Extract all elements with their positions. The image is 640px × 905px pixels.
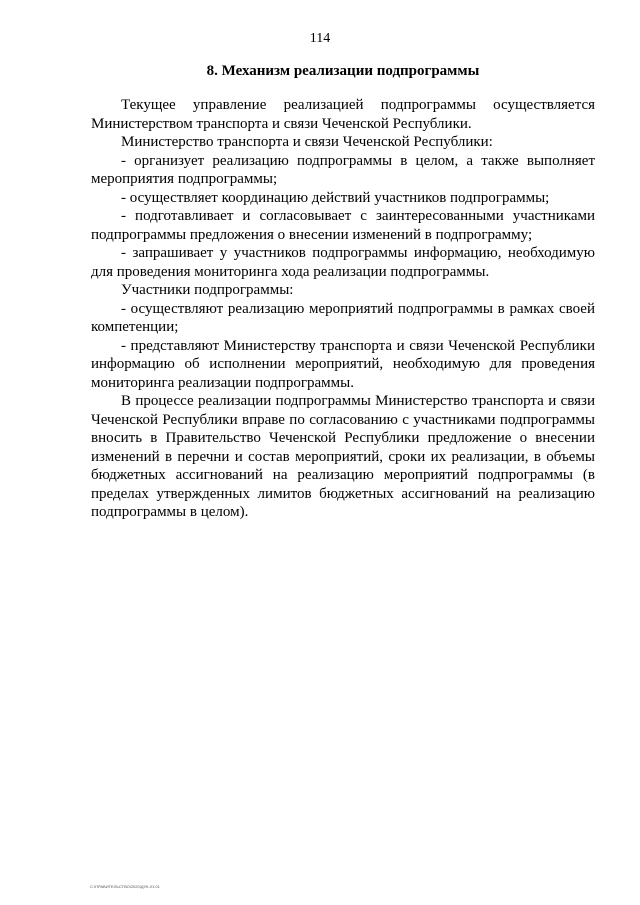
- paragraph: - представляют Министерству транспорта и связи Чеченской Республики информацию об исполнении мероприятий, необходимую для проведения мониторинга реализации подпрограммы.: [91, 337, 595, 391]
- paragraph: - подготавливает и согласовывает с заинтересованными участниками подпрограммы предложения о внесении изменений в подпрограмму;: [91, 208, 595, 243]
- paragraph: Текущее управление реализацией подпрограммы осуществляется Министерством транспорта и связи Чеченской Республики.: [91, 97, 595, 132]
- paragraph: - осуществляет координацию действий участников подпрограммы;: [121, 189, 550, 206]
- page-number: 114: [309, 31, 331, 46]
- paragraph: - организует реализацию подпрограммы в целом, а также выполняет мероприятия подпрограммы;: [91, 152, 595, 187]
- paragraph: - осуществляют реализацию мероприятий подпрограммы в рамках своей компетенции;: [91, 300, 595, 335]
- body-text: [91, 96, 595, 522]
- paragraph: В процессе реализации подпрограммы Министерство транспорта и связи Чеченской Республики вправе по согласованию с участниками подпрограммы вносить в Правительство Чеченской Республики предложение о внесении изменений в перечни и состав мероприятий, сроки их реализации, в объемы бюджетных ассигнований на реализацию мероприятий подпрограммы (в пределах утвержденных лимитов бюджетных ассигнований на реализацию подпрограммы в целом).: [91, 393, 595, 520]
- paragraph: Министерство транспорта и связи Чеченской Республики:: [121, 134, 493, 150]
- footer-file-path: С:\ПРАВИТЕЛЬСТВО\2020\ДУК-01.01: [90, 884, 160, 889]
- section-heading: 8. Механизм реализации подпрограммы: [206, 63, 480, 79]
- paragraph: - запрашивает у участников подпрограммы информацию, необходимую для проведения мониторинга хода реализации подпрограммы.: [91, 245, 595, 280]
- paragraph: Участники подпрограммы:: [121, 282, 294, 298]
